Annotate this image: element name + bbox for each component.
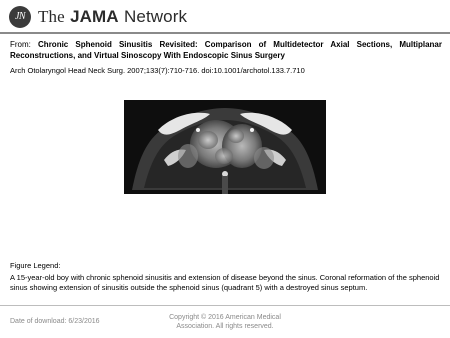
from-prefix: From: [10, 40, 31, 49]
article-source [10, 40, 442, 61]
logo-initials: JN [14, 11, 26, 22]
copyright-line-2: Association. All rights reserved. [176, 323, 274, 330]
copyright-notice [150, 313, 300, 331]
site-header [0, 0, 450, 34]
jama-network-logo-icon[interactable] [9, 6, 31, 28]
coronal-ct-scan-image [124, 100, 326, 194]
brand-the: The [38, 7, 65, 26]
article-citation: Arch Otolaryngol Head Neck Surg. 2007;133(7):710-716. doi:10.1001/archotol.133.7.710 [10, 66, 305, 75]
copyright-line-1: Copyright © 2016 American Medical [169, 314, 281, 321]
footer-divider [0, 305, 450, 306]
brand-jama: JAMA [70, 7, 119, 26]
brand-network: Network [124, 7, 188, 26]
header-divider [0, 32, 450, 34]
brand-wordmark[interactable] [38, 7, 187, 27]
figure-image [124, 100, 326, 194]
article-title[interactable]: Chronic Sphenoid Sinusitis Revisited: Comparison of Multidetector Axial Sections, Multiplanar Reconstructions, and Virtual Sinoscopy With Endoscopic Sinus Surgery [10, 40, 442, 60]
figure-legend-text: A 15-year-old boy with chronic sphenoid sinusitis and extension of disease beyond the sinus. Coronal reformation of the sphenoid sinus showing extension of sinusitis outside the sphenoid sinus (quadrant 5) with a destroyed sinus septum. [10, 273, 440, 292]
figure-legend-label: Figure Legend: [10, 261, 61, 270]
date-of-download: Date of download: 6/23/2016 [10, 318, 100, 325]
